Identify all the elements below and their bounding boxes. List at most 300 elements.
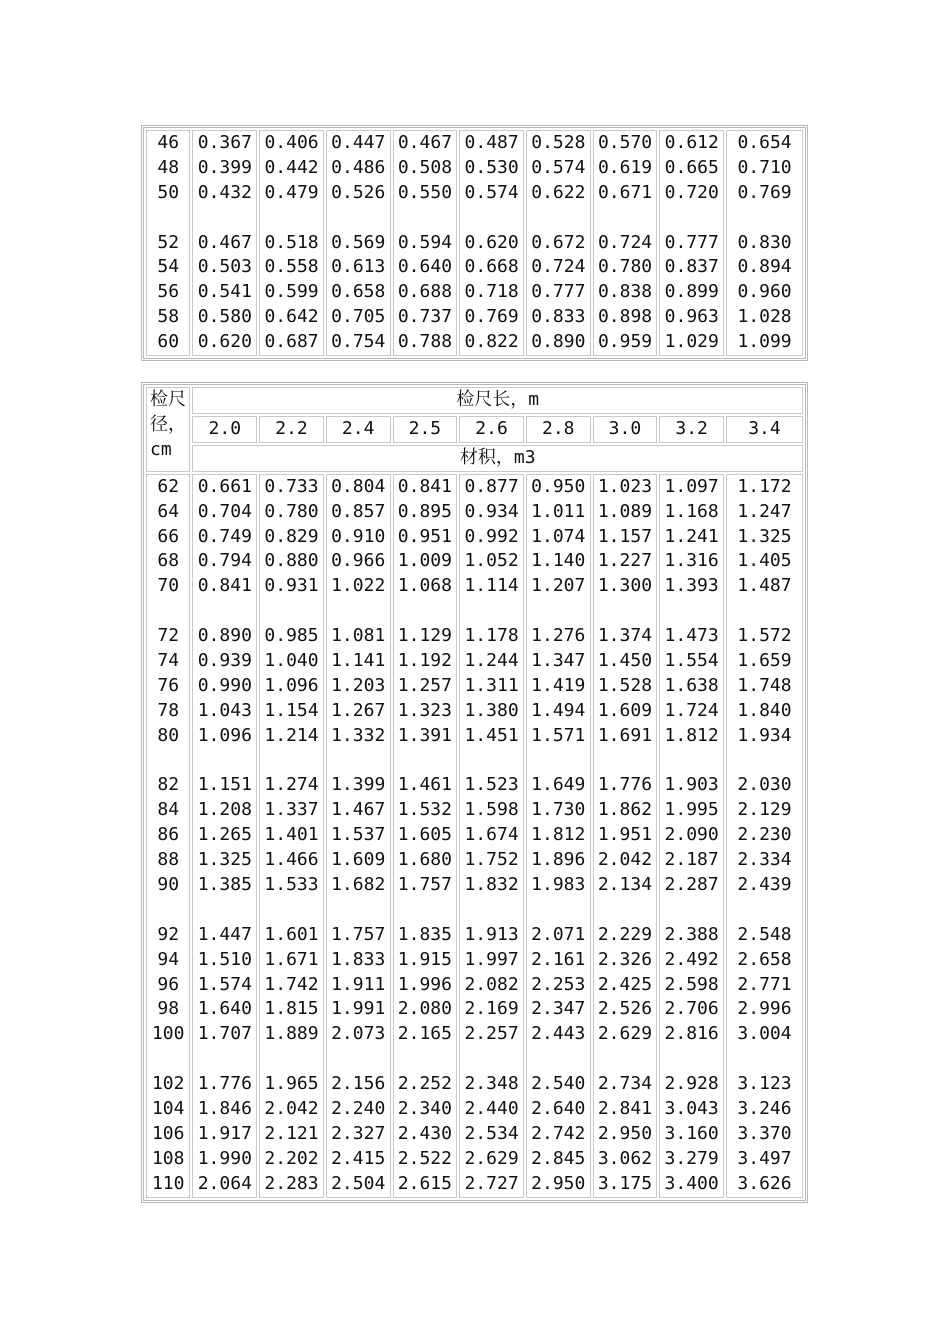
volume-cell: 1.537 [331,824,386,846]
volume-cell: 1.691 [597,724,653,746]
volume-cell: 2.950 [597,1122,653,1144]
value-block [460,131,523,355]
volume-cell: 2.841 [597,1097,653,1119]
volume-cell: 0.749 [197,525,252,547]
volume-cell: 0.837 [664,256,719,278]
volume-cell: 0.769 [464,306,519,328]
volume-cell: 2.327 [331,1122,386,1144]
volume-cell: 1.846 [197,1097,252,1119]
volume-cell: 3.279 [664,1147,719,1169]
volume-cell: 2.161 [531,948,586,970]
volume-cell: 1.833 [331,948,386,970]
diameter-cell: 64 [157,500,180,522]
volume-cell: 1.401 [264,824,319,846]
volume-cell: 1.682 [331,873,386,895]
volume-cell: 1.140 [531,550,586,572]
volume-cell: 0.487 [464,132,519,153]
volume-cell: 0.558 [264,256,319,278]
volume-cell: 1.776 [197,1073,252,1095]
length-cell: 2.5 [393,416,458,443]
volume-column [393,474,458,1198]
volume-cell: 0.541 [197,281,252,303]
volume-column [259,474,324,1198]
volume-cell: 2.187 [664,849,719,871]
volume-cell: 0.528 [531,132,586,153]
volume-cell: 3.175 [597,1172,653,1194]
volume-cell: 1.638 [664,674,719,696]
volume-cell: 2.742 [531,1122,586,1144]
diameter-cell: 84 [157,799,180,821]
volume-cell: 2.526 [597,998,653,1020]
volume-cell: 1.247 [737,500,792,522]
volume-cell: 0.880 [264,550,319,572]
volume-cell: 2.534 [464,1122,519,1144]
volume-cell: 0.990 [197,674,252,696]
diameter-cell: 72 [157,625,180,647]
length-row [146,416,803,443]
volume-cell: 1.680 [397,849,452,871]
volume-cell: 2.425 [597,973,653,995]
volume-cell: 2.522 [397,1147,452,1169]
volume-cell: 1.267 [331,699,386,721]
volume-cell: 0.899 [664,281,719,303]
volume-cell: 1.203 [331,674,386,696]
volume-cell: 2.257 [464,1023,519,1045]
length-cell: 2.8 [526,416,591,443]
volume-cell: 0.737 [397,306,453,328]
value-block [193,475,256,1197]
volume-cell: 2.064 [197,1172,252,1194]
volume-cell: 0.570 [597,132,653,153]
volume-cell: 0.788 [397,331,453,353]
volume-cell: 1.208 [197,799,252,821]
volume-cell: 1.244 [464,649,519,671]
volume-cell: 0.898 [597,306,653,328]
diameter-cell: 62 [157,475,180,497]
volume-cell: 0.594 [397,231,453,253]
volume-cell: 2.071 [531,923,586,945]
volume-cell: 0.718 [464,281,519,303]
volume-cell: 1.043 [197,699,252,721]
volume-cell: 0.777 [531,281,586,303]
volume-cell: 2.928 [664,1073,719,1095]
volume-cell: 1.114 [464,575,519,597]
value-block [394,475,457,1197]
volume-cell: 0.939 [197,649,252,671]
volume-cell: 1.991 [331,998,386,1020]
volume-cell: 2.658 [737,948,792,970]
volume-column [726,474,803,1198]
volume-column [526,130,591,356]
value-block [193,131,256,355]
volume-cell: 1.207 [531,575,586,597]
volume-cell: 1.009 [397,550,452,572]
volume-cell: 1.419 [531,674,586,696]
volume-cell: 0.486 [331,156,386,178]
volume-cell: 1.812 [531,824,586,846]
volume-cell: 1.487 [737,575,792,597]
value-block [660,131,723,355]
volume-cell: 1.707 [197,1023,252,1045]
diameter-cell: 96 [157,973,180,995]
volume-cell: 1.533 [264,873,319,895]
volume-cell: 0.830 [737,231,792,253]
volume-cell: 3.497 [737,1147,792,1169]
volume-cell: 0.890 [197,625,252,647]
volume-cell: 0.620 [464,231,519,253]
volume-cell: 2.492 [664,948,719,970]
diameter-cell: 106 [151,1122,185,1144]
volume-column [192,474,257,1198]
volume-cell: 1.494 [531,699,586,721]
volume-cell: 1.129 [397,625,452,647]
volume-cell: 0.951 [397,525,452,547]
volume-cell: 0.619 [597,156,653,178]
diameter-cell: 70 [157,575,180,597]
volume-cell: 1.374 [597,625,653,647]
volume-cell: 0.910 [331,525,386,547]
volume-cell: 1.996 [397,973,452,995]
volume-column [526,474,591,1198]
volume-cell: 2.430 [397,1122,452,1144]
volume-cell: 1.265 [197,824,252,846]
volume-cell: 0.833 [531,306,586,328]
volume-cell: 1.274 [264,774,319,796]
volume-cell: 1.323 [397,699,452,721]
volume-cell: 0.704 [197,500,252,522]
volume-cell: 1.099 [737,331,792,353]
volume-cell: 1.172 [737,475,792,497]
volume-cell: 2.615 [397,1172,452,1194]
volume-cell: 2.240 [331,1097,386,1119]
volume-cell: 0.518 [264,231,319,253]
volume-cell: 2.443 [531,1023,586,1045]
volume-cell: 0.658 [331,281,386,303]
volume-cell: 2.415 [331,1147,386,1169]
volume-header-row [146,445,803,472]
volume-cell: 0.612 [664,132,719,153]
volume-table-continued [141,125,808,361]
volume-cell: 0.687 [264,331,319,353]
volume-cell: 2.090 [664,824,719,846]
value-block [260,131,323,355]
volume-cell: 1.380 [464,699,519,721]
volume-cell: 1.965 [264,1073,319,1095]
volume-cell: 0.985 [264,625,319,647]
volume-cell: 1.911 [331,973,386,995]
volume-cell: 1.393 [664,575,719,597]
volume-cell: 1.572 [737,625,792,647]
volume-cell: 1.671 [264,948,319,970]
diameter-header: 检尺径，cm [146,387,190,472]
volume-cell: 3.004 [737,1023,792,1045]
volume-cell: 0.780 [597,256,653,278]
volume-cell: 2.165 [397,1023,452,1045]
volume-cell: 1.241 [664,525,719,547]
volume-cell: 0.550 [397,181,453,203]
volume-cell: 2.030 [737,774,792,796]
volume-cell: 3.246 [737,1097,792,1119]
volume-cell: 1.913 [464,923,519,945]
volume-cell: 0.526 [331,181,386,203]
volume-cell: 1.862 [597,799,653,821]
volume-cell: 1.257 [397,674,452,696]
volume-cell: 2.252 [397,1073,452,1095]
volume-cell: 1.832 [464,873,519,895]
volume-cell: 1.903 [664,774,719,796]
diameter-column [146,130,190,356]
volume-cell: 1.609 [331,849,386,871]
volume-cell: 0.406 [264,132,319,153]
volume-column [593,474,658,1198]
volume-cell: 2.080 [397,998,452,1020]
length-cell: 3.2 [659,416,724,443]
volume-cell: 1.451 [464,724,519,746]
volume-cell: 1.649 [531,774,586,796]
volume-cell: 0.710 [737,156,792,178]
volume-cell: 1.659 [737,649,792,671]
volume-cell: 1.214 [264,724,319,746]
volume-cell: 1.466 [264,849,319,871]
volume-cell: 1.889 [264,1023,319,1045]
volume-cell: 2.229 [597,923,653,945]
volume-cell: 0.671 [597,181,653,203]
diameter-cell: 74 [157,649,180,671]
volume-cell: 1.097 [664,475,719,497]
diameter-cell: 56 [157,281,180,303]
volume-cell: 1.609 [597,699,653,721]
volume-cell: 1.325 [197,849,252,871]
length-cell: 2.4 [326,416,391,443]
volume-cell: 1.997 [464,948,519,970]
diameter-cell: 48 [157,156,180,178]
volume-cell: 2.348 [464,1073,519,1095]
volume-cell: 1.528 [597,674,653,696]
volume-cell: 1.154 [264,699,319,721]
volume-cell: 1.096 [197,724,252,746]
diameter-cell: 66 [157,525,180,547]
volume-cell: 1.300 [597,575,653,597]
volume-cell: 0.599 [264,281,319,303]
volume-cell: 1.574 [197,973,252,995]
volume-cell: 1.951 [597,824,653,846]
diameter-cell: 94 [157,948,180,970]
volume-cell: 0.733 [264,475,319,497]
volume-cell: 0.959 [597,331,653,353]
volume-cell: 1.840 [737,699,792,721]
diameter-cell: 52 [157,231,180,253]
volume-column [659,474,724,1198]
value-block [260,475,323,1197]
volume-cell: 1.532 [397,799,452,821]
volume-cell: 2.598 [664,973,719,995]
volume-cell: 1.276 [531,625,586,647]
volume-cell: 0.934 [464,500,519,522]
value-block [327,475,390,1197]
volume-column [459,130,524,356]
diameter-cell: 110 [151,1172,185,1194]
diameter-cell: 60 [157,331,180,353]
volume-cell: 1.742 [264,973,319,995]
volume-cell: 2.950 [531,1172,586,1194]
volume-cell: 0.479 [264,181,319,203]
volume-cell: 3.123 [737,1073,792,1095]
volume-cell: 1.601 [264,923,319,945]
volume-cell: 1.815 [264,998,319,1020]
volume-cell: 1.674 [464,824,519,846]
volume-cell: 2.540 [531,1073,586,1095]
volume-cell: 0.780 [264,500,319,522]
volume-column [593,130,658,356]
value-block [594,475,657,1197]
volume-cell: 2.073 [331,1023,386,1045]
volume-cell: 0.622 [531,181,586,203]
volume-cell: 0.447 [331,132,386,153]
volume-cell: 0.777 [664,231,719,253]
value-block [527,131,590,355]
volume-cell: 2.134 [597,873,653,895]
volume-cell: 2.771 [737,973,792,995]
diameter-cell: 86 [157,824,180,846]
volume-cell: 1.995 [664,799,719,821]
volume-cell: 1.450 [597,649,653,671]
volume-cell: 2.388 [664,923,719,945]
diameter-cell: 58 [157,306,180,328]
volume-column [393,130,458,356]
diameter-cell: 54 [157,256,180,278]
volume-cell: 1.151 [197,774,252,796]
volume-cell: 1.990 [197,1147,252,1169]
volume-cell: 0.841 [397,475,452,497]
volume-cell: 2.326 [597,948,653,970]
volume-cell: 1.757 [331,923,386,945]
volume-cell: 1.473 [664,625,719,647]
volume-cell: 2.640 [531,1097,586,1119]
volume-cell: 0.654 [737,132,792,153]
table-row [146,130,803,356]
volume-cell: 2.816 [664,1023,719,1045]
volume-cell: 1.227 [597,550,653,572]
volume-cell: 1.447 [197,923,252,945]
volume-cell: 0.769 [737,181,792,203]
volume-cell: 1.605 [397,824,452,846]
volume-cell: 0.966 [331,550,386,572]
diameter-cell: 102 [151,1073,185,1095]
diameter-cell: 104 [151,1097,185,1119]
volume-cell: 1.141 [331,649,386,671]
length-cell: 2.0 [192,416,257,443]
value-block [460,475,523,1197]
volume-cell: 1.178 [464,625,519,647]
volume-cell: 2.042 [597,849,653,871]
volume-column [326,474,391,1198]
volume-cell: 0.503 [197,256,252,278]
volume-cell: 1.510 [197,948,252,970]
volume-cell: 1.011 [531,500,586,522]
value-block [394,131,457,355]
volume-cell: 0.950 [531,475,586,497]
volume-cell: 1.052 [464,550,519,572]
volume-cell: 1.917 [197,1122,252,1144]
volume-cell: 1.157 [597,525,653,547]
diameter-cell: 92 [157,923,180,945]
volume-cell: 1.896 [531,849,586,871]
length-cell: 3.0 [593,416,658,443]
volume-header: 材积，m3 [192,445,803,472]
volume-cell: 1.523 [464,774,519,796]
diameter-cell: 46 [157,132,180,153]
value-block [327,131,390,355]
volume-cell: 0.877 [464,475,519,497]
volume-cell: 0.829 [264,525,319,547]
volume-cell: 0.508 [397,156,453,178]
volume-cell: 0.399 [197,156,252,178]
volume-cell: 1.316 [664,550,719,572]
volume-cell: 1.028 [737,306,792,328]
volume-cell: 0.467 [397,132,453,153]
table-row [146,474,803,1198]
volume-cell: 1.089 [597,500,653,522]
volume-column [326,130,391,356]
volume-cell: 2.121 [264,1122,319,1144]
diameter-block [147,475,189,1197]
volume-cell: 1.776 [597,774,653,796]
volume-cell: 0.642 [264,306,319,328]
diameter-block [147,131,189,355]
volume-cell: 0.640 [397,256,453,278]
volume-cell: 2.156 [331,1073,386,1095]
volume-cell: 1.347 [531,649,586,671]
volume-cell: 0.530 [464,156,519,178]
volume-cell: 1.748 [737,674,792,696]
volume-cell: 0.754 [331,331,386,353]
volume-cell: 1.640 [197,998,252,1020]
volume-cell: 0.724 [597,231,653,253]
volume-cell: 0.672 [531,231,586,253]
volume-cell: 0.467 [197,231,252,253]
diameter-cell: 90 [157,873,180,895]
volume-cell: 2.253 [531,973,586,995]
volume-cell: 1.461 [397,774,452,796]
volume-cell: 1.571 [531,724,586,746]
volume-cell: 0.432 [197,181,252,203]
value-block [660,475,723,1197]
volume-cell: 3.370 [737,1122,792,1144]
volume-cell: 3.160 [664,1122,719,1144]
diameter-cell: 108 [151,1147,185,1169]
volume-cell: 2.706 [664,998,719,1020]
volume-cell: 2.996 [737,998,792,1020]
volume-column [259,130,324,356]
volume-cell: 1.915 [397,948,452,970]
volume-cell: 1.405 [737,550,792,572]
volume-cell: 2.230 [737,824,792,846]
value-block [727,131,802,355]
volume-cell: 3.062 [597,1147,653,1169]
volume-cell: 2.283 [264,1172,319,1194]
volume-cell: 0.574 [531,156,586,178]
volume-cell: 1.081 [331,625,386,647]
volume-cell: 2.042 [264,1097,319,1119]
volume-cell: 2.727 [464,1172,519,1194]
diameter-cell: 68 [157,550,180,572]
diameter-cell: 98 [157,998,180,1020]
volume-cell: 2.340 [397,1097,452,1119]
volume-cell: 1.074 [531,525,586,547]
length-header: 检尺长，m [192,387,803,414]
volume-cell: 0.720 [664,181,719,203]
volume-cell: 1.325 [737,525,792,547]
